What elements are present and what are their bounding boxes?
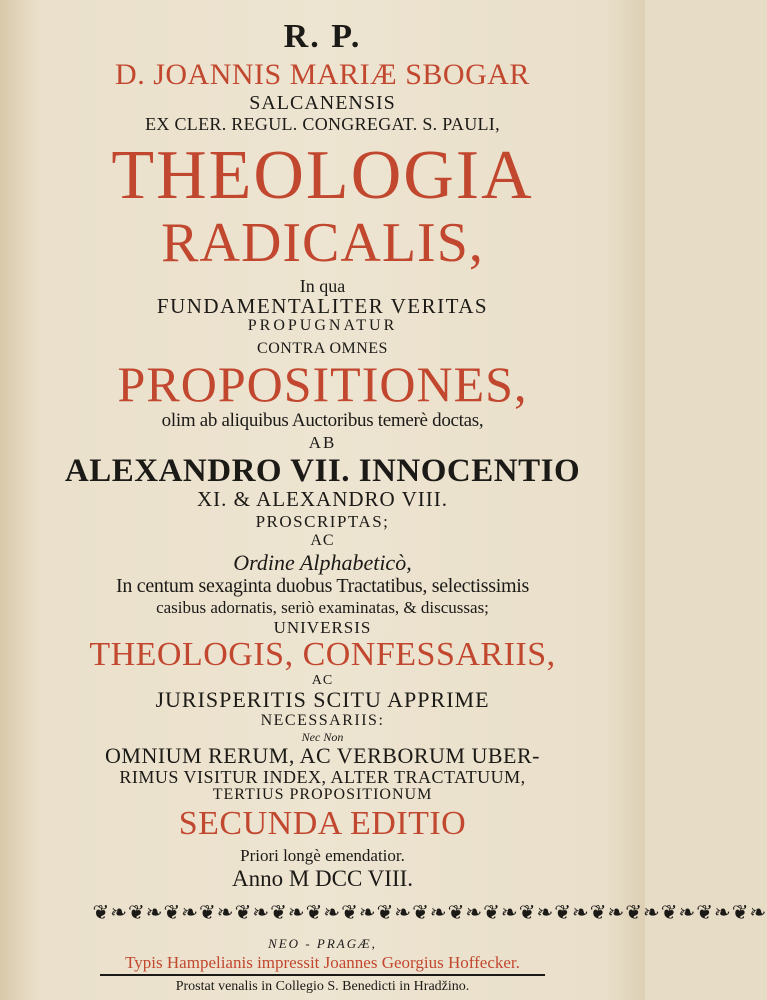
line-omnium: OMNIUM RERUM, AC VERBORUM UBER- (105, 743, 540, 768)
line-salcanensis: SALCANENSIS (249, 92, 396, 114)
line-in-qua: In qua (299, 276, 346, 296)
line-radicalis: RADICALIS, (161, 212, 484, 274)
line-rp: R. P. (283, 18, 362, 55)
line-theologia: THEOLOGIA (111, 137, 534, 214)
line-olim: olim ab aliquibus Auctoribus temerè doctas, (161, 410, 484, 431)
line-secunda-editio: SECUNDA EDITIO (178, 805, 467, 842)
line-rimus: RIMUS VISITUR INDEX, ALTER TRACTATUUM, (119, 767, 526, 787)
line-ac-2: AC (311, 673, 334, 688)
line-universis: UNIVERSIS (273, 618, 372, 637)
line-anno: Anno M DCC VIII. (231, 866, 414, 891)
line-theologis: THEOLOGIS, CONFESSARIIS, (89, 636, 556, 673)
line-casibus: casibus adornatis, seriò examinatas, & discussas; (156, 598, 489, 617)
line-in-centum: In centum sexaginta duobus Tractatibus, selectissimis (116, 575, 529, 597)
line-propositiones: PROPOSITIONES, (117, 356, 528, 412)
line-proscriptas: PROSCRIPTAS; (255, 512, 390, 531)
line-ac-1: AC (310, 532, 335, 549)
line-propugnatur: PROPUGNATUR (247, 317, 398, 334)
line-priori: Priori longè emendatior. (240, 846, 405, 865)
line-contra-omnes: CONTRA OMNES (257, 340, 388, 357)
line-jurisperitis: JURISPERITIS SCITU APPRIME (155, 687, 490, 712)
line-neo-pragae: NEO - PRAGÆ, (268, 936, 377, 951)
line-tertius: TERTIUS PROPOSITIONUM (212, 786, 433, 803)
line-fundamentaliter: FUNDAMENTALITER VERITAS (156, 294, 489, 318)
line-ab: AB (308, 433, 337, 452)
divider-rule (100, 974, 545, 976)
line-ordine: Ordine Alphabeticò, (233, 550, 412, 575)
line-author-name: D. JOANNIS MARIÆ SBOGAR (115, 58, 530, 91)
line-nec-non: Nec Non (301, 730, 344, 744)
line-necessariis: NECESSARIIS: (260, 712, 385, 729)
line-prostat: Prostat venalis in Collegio S. Benedicti in Hradžino. (175, 979, 470, 994)
line-xi-alexandro: XI. & ALEXANDRO VIII. (196, 487, 448, 511)
line-typis: Typis Hampelianis impressit Joannes Georgius Hoffecker. (125, 953, 520, 972)
line-alexandro: ALEXANDRO VII. INNOCENTIO (64, 453, 581, 489)
ornament-border: ❦❧❦❧❦❧❦❧❦❧❦❧❦❧❦❧❦❧❦❧❦❧❦❧❦❧❦❧❦❧❦❧❦❧❦❧❦❧ (92, 902, 767, 924)
line-ex-cler: EX CLER. REGUL. CONGREGAT. S. PAULI, (145, 114, 500, 134)
